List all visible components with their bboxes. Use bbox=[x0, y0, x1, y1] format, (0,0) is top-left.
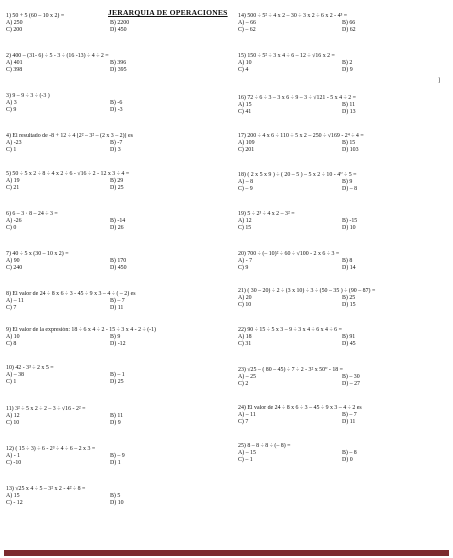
exercise-question: 17) 200 ÷ 4 x 6 ÷ 110 ÷ 5 x 2 – 250 ÷ √169 - 2⁴ ÷ 4 = bbox=[238, 133, 364, 139]
answer-option: D) 450 bbox=[110, 27, 127, 33]
answer-option: B) -15 bbox=[342, 218, 358, 224]
answer-option: D) 11 bbox=[342, 419, 356, 425]
answer-option: B) -7 bbox=[110, 140, 123, 146]
answer-option: B) 9 bbox=[342, 179, 353, 185]
answer-options-row bbox=[6, 60, 228, 67]
answer-options-row bbox=[6, 185, 228, 192]
answer-options-row bbox=[6, 20, 228, 27]
exercise-question: 6) 6 – 3 · 8 – 24 ÷ 3 = bbox=[6, 211, 58, 217]
answer-option: C) 200 bbox=[6, 27, 23, 33]
answer-option: B) 5 bbox=[110, 493, 121, 499]
answer-option: B) 29 bbox=[110, 178, 124, 184]
answer-option: D) 3 bbox=[110, 147, 121, 153]
answer-options-row bbox=[6, 413, 228, 420]
answer-options-row bbox=[238, 109, 446, 116]
answer-option: D) 395 bbox=[110, 67, 127, 73]
answer-option: B) – 7 bbox=[110, 298, 125, 304]
answer-options-row bbox=[238, 457, 446, 464]
answer-option: B) 8 bbox=[342, 258, 353, 264]
exercise-question: 7) 40 ÷ 5 x (30 – 10 x 2) = bbox=[6, 251, 69, 257]
answer-options-row bbox=[238, 374, 446, 381]
answer-option: D) 13 bbox=[342, 109, 356, 115]
answer-option: A) 10 bbox=[6, 334, 20, 340]
answer-option: A) 18 bbox=[238, 334, 252, 340]
answer-option: C) 240 bbox=[6, 265, 23, 271]
answer-options-row bbox=[238, 67, 446, 74]
answer-option: C) 31 bbox=[238, 341, 252, 347]
answer-option: D) -3 bbox=[110, 107, 123, 113]
answer-options-row bbox=[238, 450, 446, 457]
answer-options-row bbox=[6, 147, 228, 154]
exercise-question: 15) 150 ÷ 5² ÷ 3 x 4 ÷ 6 – 12 ÷ √16 x 2 = bbox=[238, 53, 335, 59]
answer-options-row bbox=[6, 372, 228, 379]
answer-option: D) 9 bbox=[342, 67, 353, 73]
answer-option: D) 62 bbox=[342, 27, 356, 33]
answer-option: A) – 15 bbox=[238, 450, 256, 456]
answer-option: C) 10 bbox=[6, 420, 20, 426]
answer-option: D) 1 bbox=[110, 460, 121, 466]
exercise-question: 8) El valor de 24 ÷ 8 x 6 ÷ 3 - 45 ÷ 9 x 3 – 4 ÷ ( – 2) es bbox=[6, 291, 136, 297]
answer-options-row bbox=[238, 20, 446, 27]
answer-option: B) 2 bbox=[342, 60, 353, 66]
exercise-item bbox=[238, 53, 446, 74]
answer-option: A) 401 bbox=[6, 60, 23, 66]
exercise-question: 20) 700 ÷ (– 10)² ÷ 60 ÷ √100 - 2 x 6 ÷ 3 = bbox=[238, 251, 340, 257]
exercise-question: 23) √25 – ( 80 – 45) ÷ 7 ÷ 2 - 3² x 50⁰ - 18 = bbox=[238, 367, 344, 373]
answer-options-row bbox=[6, 500, 228, 507]
answer-option: D) 26 bbox=[110, 225, 124, 231]
answer-option: A) 19 bbox=[6, 178, 20, 184]
exercise-question: 24) El valor de 24 ÷ 8 x 6 ÷ 3 – 45 ÷ 9 x 3 – 4 ÷ 2 es bbox=[238, 405, 362, 411]
answer-option: C) 1 bbox=[6, 379, 17, 385]
answer-option: D) -12 bbox=[110, 341, 126, 347]
answer-option: A) 12 bbox=[6, 413, 20, 419]
answer-option: C) 7 bbox=[6, 305, 17, 311]
answer-options-row bbox=[238, 341, 446, 348]
answer-option: A) - 1 bbox=[6, 453, 21, 459]
exercise-question: 18) ( 2 x 5 x 9 ) ÷ ( 20 – 5 ) – 5 x 2 ÷ 10 - 4⁰ ÷ 5 = bbox=[238, 172, 357, 178]
answer-options-row bbox=[6, 140, 228, 147]
answer-option: B) 66 bbox=[342, 20, 356, 26]
answer-option: C) – 1 bbox=[238, 457, 253, 463]
answer-options-row bbox=[238, 225, 446, 232]
answer-options-row bbox=[238, 60, 446, 67]
exercise-question: 12) ( 15 ÷ 3) ÷ 6 - 2³ ÷ 4 ÷ 6 – 2 x 3 = bbox=[6, 446, 96, 452]
exercise-question: 1) 50 + 5 (60 – 10 x 2) = bbox=[6, 13, 65, 19]
answer-options-row bbox=[238, 302, 446, 309]
answer-options-row bbox=[238, 186, 446, 193]
answer-option: D) 11 bbox=[110, 305, 124, 311]
exercise-item bbox=[238, 327, 446, 348]
answer-options-row bbox=[238, 381, 446, 388]
answer-option: A) – 38 bbox=[6, 372, 24, 378]
answer-option: D) 15 bbox=[342, 302, 356, 308]
answer-options-row bbox=[6, 27, 228, 34]
bottom-decorative-bar bbox=[4, 550, 449, 556]
answer-option: B) 396 bbox=[110, 60, 127, 66]
exercise-item bbox=[238, 367, 446, 388]
answer-options-row bbox=[6, 67, 228, 74]
exercise-question: 5) 50 ÷ 5 x 2 ÷ 8 ÷ 4 x 2 ÷ 6 - √16 ÷ 2 - 12 x 3 ÷ 4 = bbox=[6, 171, 130, 177]
answer-option: D) 10 bbox=[110, 500, 124, 506]
answer-option: A) - 7 bbox=[238, 258, 253, 264]
answer-options-row bbox=[6, 420, 228, 427]
answer-option: A) 250 bbox=[6, 20, 23, 26]
answer-option: D) 0 bbox=[342, 457, 353, 463]
answer-options-row bbox=[6, 379, 228, 386]
answer-option: C) 201 bbox=[238, 147, 255, 153]
answer-option: A) 12 bbox=[238, 218, 252, 224]
worksheet-title: JERARQUIA DE OPERACIONES bbox=[108, 8, 228, 17]
exercise-item bbox=[6, 13, 228, 34]
exercise-question: 13) √25 x 4 ÷ 5 – 3² x 2 - 4² ÷ 8 = bbox=[6, 486, 86, 492]
answer-option: C) 0 bbox=[6, 225, 17, 231]
answer-option: C) 9 bbox=[6, 107, 17, 113]
answer-option: B) 170 bbox=[110, 258, 127, 264]
answer-option: A) -23 bbox=[6, 140, 22, 146]
answer-option: C) 41 bbox=[238, 109, 252, 115]
exercise-item bbox=[238, 405, 446, 426]
answer-option: D) 45 bbox=[342, 341, 356, 347]
exercise-question: 21) ( 30 – 20) ÷ 2 ÷ (3 x 10) ÷ 3 ÷ (50 – 35 ) ÷ (90 – 87) = bbox=[238, 288, 376, 294]
answer-option: B) – 1 bbox=[110, 372, 125, 378]
exercise-item bbox=[6, 53, 228, 74]
exercise-item bbox=[6, 171, 228, 192]
exercise-question: 16) 72 ÷ 6 ÷ 3 – 3 x 6 ÷ 9 – 3 ÷ √121 - 5 x 4 ÷ 2 = bbox=[238, 95, 356, 101]
answer-options-row bbox=[6, 305, 228, 312]
answer-option: B) 11 bbox=[110, 413, 124, 419]
exercise-question: 9) El valor de la expresión: 18 ÷ 6 x 4 ÷ 2 - 15 ÷ 3 x 4 - 2 ÷ (-1) bbox=[6, 327, 157, 333]
answer-options-row bbox=[6, 178, 228, 185]
answer-option: A) – 11 bbox=[6, 298, 24, 304]
answer-option: D) – 8 bbox=[342, 186, 358, 192]
answer-option: C) 21 bbox=[6, 185, 20, 191]
answer-option: A) – 25 bbox=[238, 374, 256, 380]
exercise-question: 4) El resultado de -8 + 12 ÷ 4 [2² – 3² – (2 x 3 – 2)] es bbox=[6, 133, 133, 139]
exercise-question: 11) 3² ÷ 5 x 2 ÷ 2 – 3 ÷ √16 - 2² = bbox=[6, 406, 86, 412]
answer-options-row bbox=[6, 334, 228, 341]
answer-option: C) 4 bbox=[238, 67, 249, 73]
answer-options-row bbox=[6, 258, 228, 265]
answer-option: A) 15 bbox=[6, 493, 20, 499]
answer-option: B) -14 bbox=[110, 218, 126, 224]
answer-option: A) 10 bbox=[238, 60, 252, 66]
answer-options-row bbox=[238, 218, 446, 225]
answer-option: A) – 8 bbox=[238, 179, 254, 185]
exercise-item bbox=[238, 95, 446, 116]
answer-option: A) – 11 bbox=[238, 412, 256, 418]
answer-option: C) 398 bbox=[6, 67, 23, 73]
exercise-item bbox=[6, 486, 228, 507]
exercise-item bbox=[6, 93, 228, 114]
answer-options-row bbox=[6, 453, 228, 460]
answer-options-row bbox=[238, 295, 446, 302]
exercise-item bbox=[238, 443, 446, 464]
answer-options-row bbox=[238, 265, 446, 272]
exercise-question: 14) 500 ÷ 5² ÷ 4 x 2 – 30 ÷ 3 x 2 ÷ 6 x 2 - 4³ = bbox=[238, 13, 348, 19]
answer-option: B) 91 bbox=[342, 334, 356, 340]
answer-option: D) 10 bbox=[342, 225, 356, 231]
exercise-question: 10) 42 - 3³ ÷ 2 x 5 = bbox=[6, 365, 54, 371]
answer-option: C) 10 bbox=[238, 302, 252, 308]
exercise-item bbox=[238, 172, 446, 193]
exercise-item bbox=[6, 251, 228, 272]
answer-option: D) 25 bbox=[110, 185, 124, 191]
answer-options-row bbox=[238, 179, 446, 186]
answer-options-row bbox=[6, 265, 228, 272]
exercise-item bbox=[238, 13, 446, 34]
answer-options-row bbox=[6, 298, 228, 305]
answer-option: B) -6 bbox=[110, 100, 123, 106]
answer-option: A) – 66 bbox=[238, 20, 256, 26]
answer-options-row bbox=[6, 107, 228, 114]
answer-option: C) - 12 bbox=[6, 500, 23, 506]
exercise-question: 19) 5 ÷ 2³ ÷ 4 x 2 – 3² = bbox=[238, 211, 295, 217]
answer-option: B) – 7 bbox=[342, 412, 357, 418]
answer-option: C) -10 bbox=[6, 460, 22, 466]
answer-options-row bbox=[6, 493, 228, 500]
answer-option: C) 1 bbox=[6, 147, 17, 153]
answer-option: A) 20 bbox=[238, 295, 252, 301]
answer-option: B) 9 bbox=[110, 334, 121, 340]
exercise-item bbox=[6, 365, 228, 386]
answer-option: A) 90 bbox=[6, 258, 20, 264]
answer-option: B) – 30 bbox=[342, 374, 360, 380]
stray-bracket-mark: ] bbox=[438, 78, 440, 84]
answer-options-row bbox=[238, 102, 446, 109]
answer-options-row bbox=[6, 218, 228, 225]
answer-option: C) 9 bbox=[238, 265, 249, 271]
answer-option: D) 25 bbox=[110, 379, 124, 385]
exercise-question: 22) 90 ÷ 15 ÷ 5 x 3 – 9 ÷ 3 x 4 ÷ 6 x 4 ÷ 6 = bbox=[238, 327, 342, 333]
answer-option: B) 15 bbox=[342, 140, 356, 146]
answer-options-row bbox=[238, 412, 446, 419]
exercise-item bbox=[6, 446, 228, 467]
exercise-item bbox=[6, 291, 228, 312]
answer-options-row bbox=[6, 100, 228, 107]
answer-option: C) 15 bbox=[238, 225, 252, 231]
exercise-item bbox=[238, 251, 446, 272]
exercise-item bbox=[6, 406, 228, 427]
answer-option: A) -26 bbox=[6, 218, 22, 224]
answer-option: B) 25 bbox=[342, 295, 356, 301]
answer-option: D) – 27 bbox=[342, 381, 360, 387]
exercise-item bbox=[6, 327, 228, 348]
answer-options-row bbox=[238, 140, 446, 147]
exercise-item bbox=[6, 211, 228, 232]
exercise-item bbox=[238, 211, 446, 232]
answer-option: D) 103 bbox=[342, 147, 359, 153]
exercise-question: 2) 400 – (31- 6) ÷ 5 - 3 ÷ (16 -13) ÷ 4 ÷ 2 = bbox=[6, 53, 109, 59]
exercise-question: 25) 8 – 8 ÷ 8 ÷ (– 8) = bbox=[238, 443, 291, 449]
exercise-item bbox=[238, 288, 446, 309]
answer-options-row bbox=[238, 27, 446, 34]
exercise-item bbox=[6, 133, 228, 154]
answer-options-row bbox=[238, 147, 446, 154]
answer-option: C) 8 bbox=[6, 341, 17, 347]
answer-options-row bbox=[6, 225, 228, 232]
answer-option: A) 3 bbox=[6, 100, 17, 106]
answer-options-row bbox=[238, 419, 446, 426]
answer-options-row bbox=[6, 460, 228, 467]
answer-options-row bbox=[6, 341, 228, 348]
answer-options-row bbox=[238, 334, 446, 341]
answer-option: D) 450 bbox=[110, 265, 127, 271]
answer-option: B) 2200 bbox=[110, 20, 130, 26]
exercise-item bbox=[238, 133, 446, 154]
answer-option: A) 109 bbox=[238, 140, 255, 146]
answer-option: B) – 9 bbox=[110, 453, 125, 459]
answer-option: D) 9 bbox=[110, 420, 121, 426]
answer-option: B) – 8 bbox=[342, 450, 357, 456]
answer-option: C) 2 bbox=[238, 381, 249, 387]
exercise-question: 3) 9 – 9 ÷ 3 ÷ (-3 ) bbox=[6, 93, 50, 99]
answer-option: C) – 62 bbox=[238, 27, 256, 33]
answer-option: D) 14 bbox=[342, 265, 356, 271]
answer-options-row bbox=[238, 258, 446, 265]
answer-option: A) 15 bbox=[238, 102, 252, 108]
answer-option: B) 11 bbox=[342, 102, 356, 108]
answer-option: C) 7 bbox=[238, 419, 249, 425]
answer-option: C) – 9 bbox=[238, 186, 253, 192]
